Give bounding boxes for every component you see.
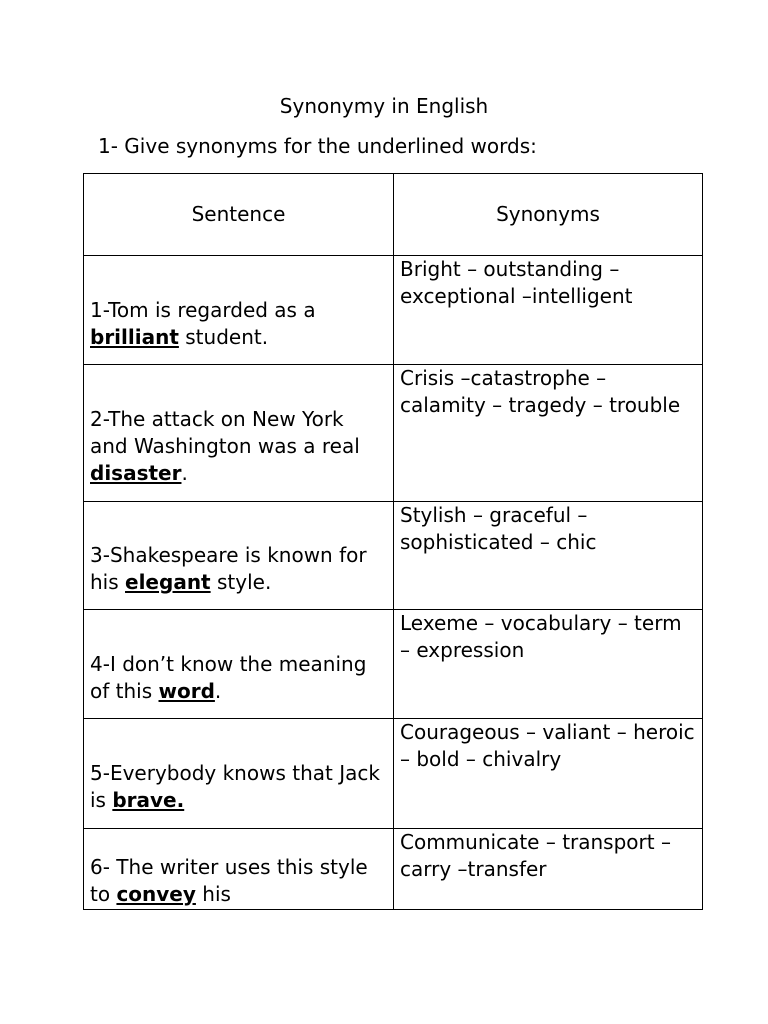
header-synonyms: Synonyms xyxy=(394,174,703,256)
sentence-cell xyxy=(84,256,394,365)
sentence-text: his xyxy=(195,882,231,906)
underlined-word: brilliant xyxy=(90,324,179,349)
synonyms-text: Lexeme – vocabulary – term – expression xyxy=(400,611,682,662)
sentence-text: 6- The writer uses this style to xyxy=(90,855,368,906)
synonyms-cell xyxy=(394,502,703,610)
sentence-cell xyxy=(84,719,394,829)
sentence-cell xyxy=(84,365,394,502)
sentence-text: . xyxy=(214,678,222,703)
header-sentence: Sentence xyxy=(84,174,394,256)
sentence-text: 4-I don’t know the meaning of this xyxy=(90,651,367,703)
underlined-word: convey xyxy=(116,882,196,906)
underlined-word: brave. xyxy=(112,788,185,812)
synonyms-cell xyxy=(394,610,703,719)
document-title: Synonymy in English xyxy=(279,94,489,118)
synonyms-cell xyxy=(394,256,703,365)
table-row xyxy=(84,829,703,910)
exercise-instruction: 1- Give synonyms for the underlined words: xyxy=(98,134,537,158)
sentence-cell xyxy=(84,829,394,910)
sentence-cell xyxy=(84,610,394,719)
underlined-word: elegant xyxy=(125,570,211,594)
synonyms-table xyxy=(83,173,703,910)
sentence-text: 3-Shakespeare is known for his xyxy=(90,543,367,594)
synonyms-cell xyxy=(394,365,703,502)
synonyms-text: Courageous – valiant – heroic – bold – chivalry xyxy=(400,720,695,771)
table-header-row xyxy=(84,174,703,256)
sentence-text: style. xyxy=(210,570,272,594)
synonyms-cell xyxy=(394,829,703,910)
synonyms-text: Stylish – graceful – sophisticated – chic xyxy=(400,503,597,554)
table-row xyxy=(84,610,703,719)
table-row xyxy=(84,502,703,610)
sentence-text: student. xyxy=(178,324,269,349)
synonyms-text: Communicate – transport –carry –transfer xyxy=(400,830,671,881)
underlined-word: disaster xyxy=(90,461,182,485)
sentence-text: 5-Everybody knows that Jack is xyxy=(90,761,380,812)
table-row xyxy=(84,365,703,502)
underlined-word: word xyxy=(158,678,215,703)
sentence-cell xyxy=(84,502,394,610)
synonyms-cell xyxy=(394,719,703,829)
synonyms-text: Bright – outstanding – exceptional –intelligent xyxy=(400,257,633,308)
sentence-text: . xyxy=(181,461,188,485)
table-row xyxy=(84,719,703,829)
sentence-text: 1-Tom is regarded as a xyxy=(90,297,316,322)
sentence-text: 2-The attack on New York and Washington was a real xyxy=(90,407,360,458)
synonyms-text: Crisis –catastrophe – calamity – tragedy – trouble xyxy=(400,366,681,417)
table-row xyxy=(84,256,703,365)
